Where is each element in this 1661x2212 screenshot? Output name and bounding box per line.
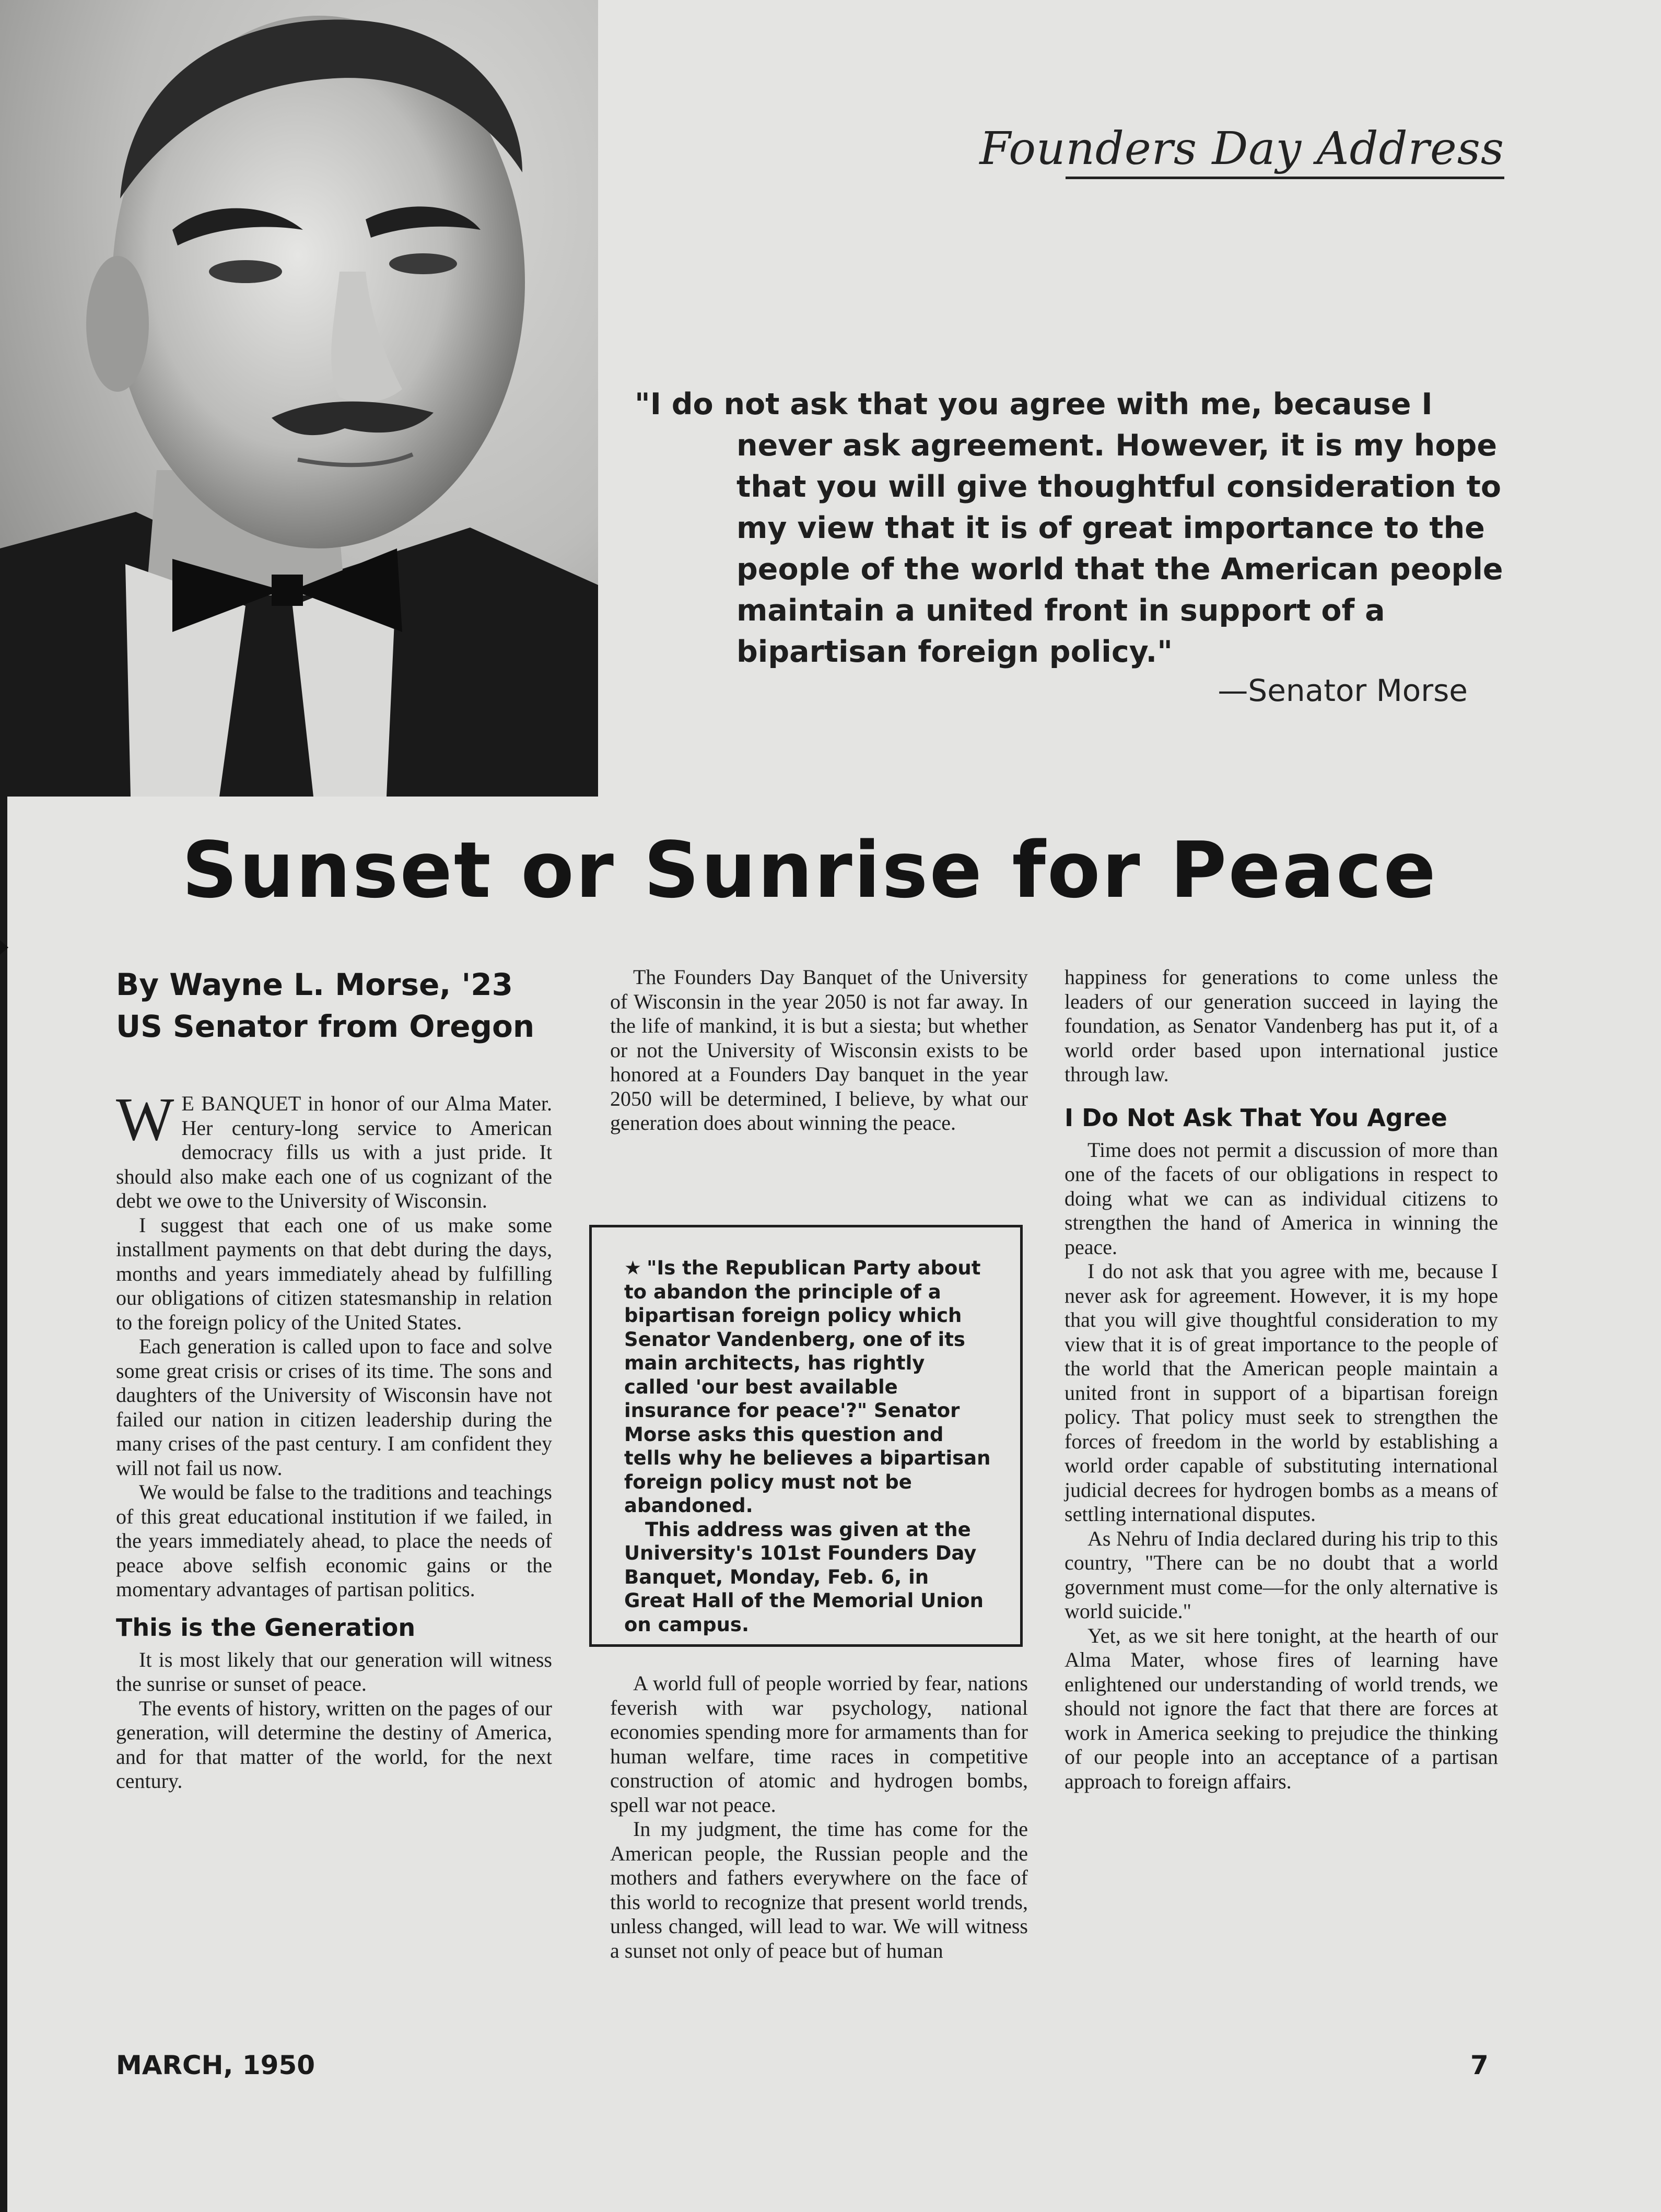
subhead: This is the Generation <box>116 1613 416 1642</box>
page-number: 7 <box>1470 2050 1489 2080</box>
paragraph: I suggest that each one of us make some installment payments on that debt during the days, months and years immediately ahead by fulfilling our obligations of citizen statesmanship in relation to the foreign policy of the United States. <box>116 1213 552 1334</box>
editor-note-box <box>589 1225 1023 1647</box>
article-headline: Sunset or Sunrise for Peace <box>182 825 1437 915</box>
byline-title: US Senator from Oregon <box>116 1009 535 1044</box>
paragraph: I do not ask that you agree with me, because I never ask for agreement. However, it is my hope that you will give thoughtful consideration to my view that it is of great importance to the people of the world that the American people maintain a united front in support of a bipartisan foreign policy. That policy must seek to strengthen the forces of freedom in the world by establishing a world order capable of substituting international judicial decrees for hydrogen bombs as a means of settling international disputes. <box>1065 1259 1498 1526</box>
article-column-3 <box>1065 965 1498 1794</box>
paragraph: happiness for generations to come unless the leaders of our generation succeed in laying the foundation, as Senator Vandenberg has put it, of a world order based upon international justice through law. <box>1065 965 1498 1086</box>
article-column-2 <box>610 965 1028 1136</box>
drop-cap: W <box>116 1085 174 1153</box>
quote-attribution: —Senator Morse <box>1218 673 1468 708</box>
section-rule <box>1066 177 1504 179</box>
byline <box>116 964 576 1047</box>
editor-note-paragraph: ★ "Is the Republican Party about to abandon the principle of a bipartisan foreign policy which Senator Vandenberg, one of its main architects, has rightly called 'our best available insurance for peace'?" Senator Morse asks this question and tells why he believes a bipartisan foreign policy must not be abandoned. <box>624 1257 991 1517</box>
paragraph: Each generation is called upon to face and solve some great crisis or crises of its time. The sons and daughters of the University of Wisconsin have not failed our nation in citizen leadership during the many crises of the past century. I am confident they will not fail us now. <box>116 1335 552 1480</box>
issue-date: MARCH, 1950 <box>116 2050 315 2080</box>
byline-author: By Wayne L. Morse, '23 <box>116 967 513 1002</box>
paragraph: It is most likely that our generation will witness the sunrise or sunset of peace. <box>116 1647 552 1695</box>
paragraph: Time does not permit a discussion of more than one of the facets of our obligations in respect to doing what we can as individual citizens to strengthen the hand of America in winning the peace. <box>1065 1138 1498 1259</box>
opening-paragraph: W E BANQUET in honor of our Alma Mater. Her century-long service to American democracy fills us with a just pride. It should also make each one of us cognizant of the debt we owe to the University of Wisconsin. <box>116 1085 552 1212</box>
editor-note-paragraph: This address was given at the University's 101st Founders Day Banquet, Monday, Feb. 6, in Great Hall of the Memorial Union on campus. <box>624 1518 984 1636</box>
paragraph: Yet, as we sit here tonight, at the hearth of our Alma Mater, whose fires of learning have enlightened our understanding of world trends, we should not ignore the fact that there are forces at work in America seeking to prejudice the thinking of our people into an acceptance of a partisan approach to foreign affairs. <box>1065 1623 1498 1793</box>
article-column-1 <box>116 1085 552 1794</box>
paragraph: We would be false to the traditions and teachings of this great educational institution if we failed, in the years immediately ahead, to place the needs of peace above selfish economic gains or the momentary advantages of partisan politics. <box>116 1480 552 1601</box>
paragraph: As Nehru of India declared during his trip to this country, "There can be no doubt that a world government must come—for the only alternative is world suicide." <box>1065 1526 1498 1623</box>
pull-quote: "I do not ask that you agree with me, because I never ask agreement. However, it is my hope that you will give thoughtful consideration to my view that it is of great importance to the people of the world that the American people maintain a united front in support of a bipartisan foreign policy." <box>635 387 1503 669</box>
paragraph: In my judgment, the time has come for the American people, the Russian people and the mothers and fathers everywhere on the face of this world to recognize that present world trends, unless changed, will lead to war. We will witness a sunset not only of peace but of human <box>610 1817 1028 1962</box>
paragraph: The Founders Day Banquet of the University of Wisconsin in the year 2050 is not far away. In the life of mankind, it is but a siesta; but whether or not the University of Wisconsin exists to be honored at a Founders Day banquet in the year 2050 will be determined, I believe, by what our generation does about winning the peace. <box>610 965 1028 1134</box>
portrait-photo <box>0 0 598 797</box>
section-tag: Founders Day Address <box>979 123 1504 175</box>
binding-mark <box>0 940 8 955</box>
subhead: I Do Not Ask That You Agree <box>1065 1103 1447 1132</box>
paragraph: The events of history, written on the pages of our generation, will determine the destiny of America, and for that matter of the world, for the next century. <box>116 1696 552 1793</box>
article-column-2-continued <box>610 1671 1028 1963</box>
paragraph: A world full of people worried by fear, nations feverish with war psychology, national economies spending more for armaments than for human welfare, time races in competitive construction of atomic and hydrogen bombs, spell war not peace. <box>610 1671 1028 1817</box>
star-icon: ★ <box>624 1257 642 1279</box>
